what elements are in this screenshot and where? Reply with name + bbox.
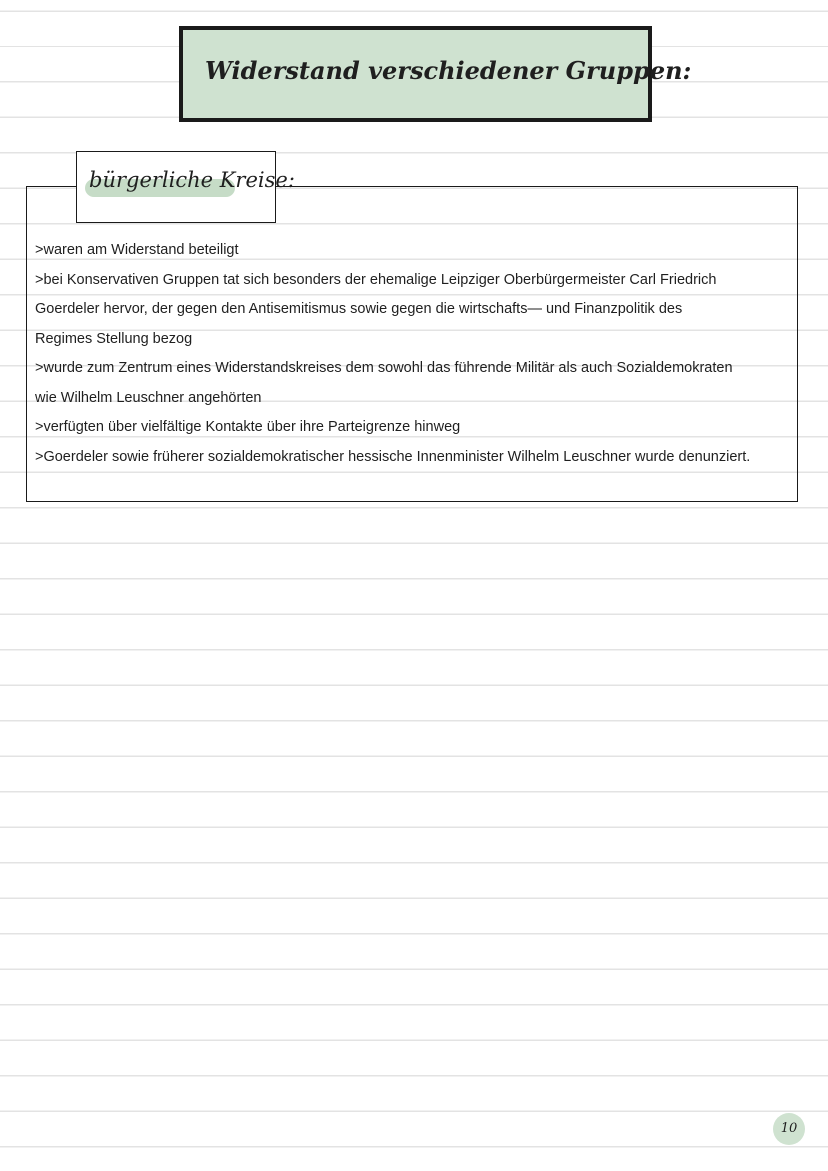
title-box [179,26,692,122]
text-line: Regimes Stellung bezog [35,330,193,347]
text-line: >Goerdeler sowie früherer sozialdemokratischer hessische Innenminister Wilhelm Leuschner wurde denunziert. [35,448,751,465]
page-number-badge: 10 [773,1113,805,1145]
text-line: >bei Konservativen Gruppen tat sich besonders der ehemalige Leipziger Oberbürgermeister Carl Friedrich [35,271,717,288]
text-line: >verfügten über vielfältige Kontakte über ihre Parteigrenze hinweg [35,419,461,435]
section-content [35,236,787,472]
text-line: >waren am Widerstand beteiligt [35,242,239,258]
text-line: >wurde zum Zentrum eines Widerstandskreises dem sowohl das führende Militär als auch Sozialdemokraten [35,360,733,376]
text-line: wie Wilhelm Leuschner angehörten [35,389,262,406]
page-title: Widerstand verschiedener Gruppen: [205,56,692,85]
text-line: Goerdeler hervor, der gegen den Antisemitismus sowie gegen die wirtschafts— und Finanzpolitik des [35,301,683,317]
section-heading-box [76,151,295,223]
section-heading: bürgerliche Kreise: [89,168,295,192]
